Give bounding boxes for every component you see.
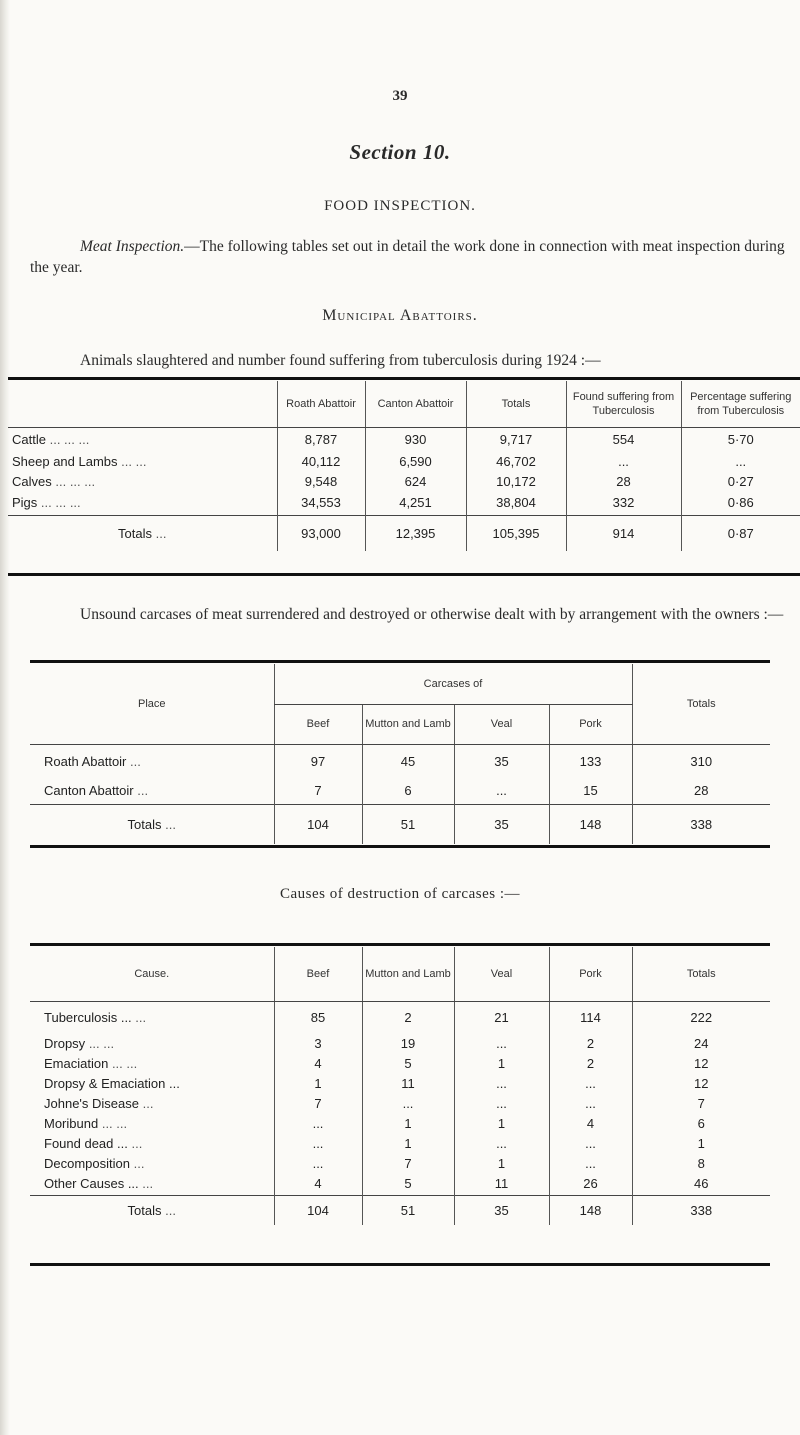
table2-group-header: Carcases of	[274, 664, 632, 704]
cell: 35	[454, 804, 549, 844]
cell: 1	[632, 1133, 770, 1153]
table2-caption: Unsound carcases of meat surrendered and destroyed or otherwise dealt with by arrangement with the owners :—	[80, 606, 784, 623]
table-row	[30, 1073, 770, 1093]
table1-header: Roath Abattoir	[277, 381, 365, 427]
cell: ...	[362, 1093, 454, 1113]
row-label: Other Causes ... ...	[44, 1176, 154, 1192]
table3-header: Cause.	[30, 947, 274, 1001]
cell: 7	[632, 1093, 770, 1113]
table-row	[30, 1053, 770, 1073]
cell: 38,804	[466, 491, 566, 515]
cell: 97	[274, 744, 362, 778]
cell: 93,000	[277, 515, 365, 551]
table-row	[8, 491, 800, 515]
cell: 1	[454, 1153, 549, 1173]
cell: 28	[566, 471, 681, 491]
cell: 2	[362, 1001, 454, 1033]
cell: 46	[632, 1173, 770, 1195]
intro-paragraph	[30, 236, 790, 278]
cell: 45	[362, 744, 454, 778]
table3-top-rule	[30, 943, 770, 946]
table3-header: Beef	[274, 947, 362, 1001]
cell: 0·27	[681, 471, 800, 491]
row-label: Johne's Disease ...	[44, 1095, 154, 1111]
heading: FOOD INSPECTION.	[324, 198, 476, 214]
row-label: Roath Abattoir ...	[44, 753, 141, 769]
cell: 3	[274, 1033, 362, 1053]
intro-text: —The following tables set out in detail the work done in connection with meat inspection during the year.	[30, 238, 785, 276]
table-row	[8, 427, 800, 451]
row-label: Canton Abattoir ...	[44, 783, 149, 799]
table-row	[30, 1113, 770, 1133]
table3-bottom-rule	[30, 1263, 770, 1266]
cell: 1	[362, 1133, 454, 1153]
binding-edge	[0, 0, 10, 1435]
intro-label: Meat Inspection.	[80, 238, 185, 255]
cell: 930	[365, 427, 466, 451]
cell: ...	[454, 1073, 549, 1093]
table1-header-row	[8, 381, 800, 427]
cell: 6	[632, 1113, 770, 1133]
cell: 11	[454, 1173, 549, 1195]
cell: 51	[362, 1195, 454, 1225]
table-row	[30, 1153, 770, 1173]
row-label: Emaciation ... ...	[44, 1055, 138, 1071]
row-label: Tuberculosis ... ...	[44, 1009, 147, 1025]
cell: 11	[362, 1073, 454, 1093]
table2-header: Beef	[274, 704, 362, 744]
cell: 40,112	[277, 451, 365, 471]
cell: 4	[549, 1113, 632, 1133]
table1-bottom-rule	[8, 573, 800, 576]
cell: 338	[632, 804, 770, 844]
table-row	[30, 778, 770, 804]
totals-row	[30, 1195, 770, 1225]
cell: ...	[681, 451, 800, 471]
cell: 10,172	[466, 471, 566, 491]
row-label: Totals ...	[30, 1195, 274, 1225]
cell: 46,702	[466, 451, 566, 471]
cell: 12,395	[365, 515, 466, 551]
table2-top-rule	[30, 660, 770, 663]
cell: 35	[454, 744, 549, 778]
table2-header-row	[30, 664, 770, 704]
cell: ...	[454, 1033, 549, 1053]
table1-header: Canton Abattoir	[365, 381, 466, 427]
table-row	[8, 471, 800, 491]
cell: ...	[549, 1153, 632, 1173]
cell: 148	[549, 1195, 632, 1225]
table-row	[30, 1133, 770, 1153]
cell: 1	[274, 1073, 362, 1093]
cell: 222	[632, 1001, 770, 1033]
cell: 4	[274, 1173, 362, 1195]
cell: ...	[454, 1133, 549, 1153]
cell: 105,395	[466, 515, 566, 551]
cell: 34,553	[277, 491, 365, 515]
totals-row	[8, 515, 800, 551]
row-label: Decomposition ...	[44, 1155, 145, 1171]
cell: 5	[362, 1053, 454, 1073]
cell: 12	[632, 1053, 770, 1073]
cell: 51	[362, 804, 454, 844]
table2-totals-header: Totals	[632, 664, 770, 744]
table-row	[30, 1001, 770, 1033]
row-label: Totals ...	[8, 515, 277, 551]
page-number: 39	[392, 88, 408, 104]
cell: 1	[362, 1113, 454, 1133]
cell: ...	[549, 1073, 632, 1093]
table1-caption: Animals slaughtered and number found suffering from tuberculosis during 1924 :—	[80, 352, 601, 369]
cell: 1	[454, 1113, 549, 1133]
table2-bottom-rule	[30, 845, 770, 848]
table2-header: Pork	[549, 704, 632, 744]
table2-header: Veal	[454, 704, 549, 744]
table-row	[30, 1173, 770, 1195]
cell: ...	[454, 778, 549, 804]
row-label: Moribund ... ...	[44, 1115, 128, 1131]
table3-header: Totals	[632, 947, 770, 1001]
cell: 7	[362, 1153, 454, 1173]
row-label: Cattle ... ... ...	[12, 431, 90, 447]
table3-header: Mutton and Lamb	[362, 947, 454, 1001]
table1-top-rule	[8, 377, 800, 380]
cell: 338	[632, 1195, 770, 1225]
cell: ...	[274, 1153, 362, 1173]
row-label: Sheep and Lambs ... ...	[12, 453, 147, 469]
cell: 4	[274, 1053, 362, 1073]
cell: 310	[632, 744, 770, 778]
cell: 4,251	[365, 491, 466, 515]
subheading: Municipal Abattoirs.	[322, 307, 478, 324]
table2-header: Mutton and Lamb	[362, 704, 454, 744]
table1-header: Found suffering from Tuberculosis	[566, 381, 681, 427]
cell: 9,548	[277, 471, 365, 491]
cell: 104	[274, 804, 362, 844]
table1	[8, 381, 800, 551]
table3-caption: Causes of destruction of carcases :—	[279, 886, 520, 902]
cell: ...	[566, 451, 681, 471]
cell: 9,717	[466, 427, 566, 451]
row-label: Calves ... ... ...	[12, 473, 96, 489]
table-row	[8, 451, 800, 471]
row-label: Totals ...	[30, 804, 274, 844]
table3-header-row	[30, 947, 770, 1001]
cell: 104	[274, 1195, 362, 1225]
cell: 5·70	[681, 427, 800, 451]
cell: 2	[549, 1033, 632, 1053]
cell: 2	[549, 1053, 632, 1073]
cell: 7	[274, 1093, 362, 1113]
table1-header-blank	[8, 381, 277, 427]
cell: 624	[365, 471, 466, 491]
table3	[30, 947, 770, 1225]
cell: 15	[549, 778, 632, 804]
cell: 0·87	[681, 515, 800, 551]
cell: ...	[549, 1133, 632, 1153]
table-row	[30, 1093, 770, 1113]
cell: 28	[632, 778, 770, 804]
totals-row	[30, 804, 770, 844]
cell: 914	[566, 515, 681, 551]
cell: 133	[549, 744, 632, 778]
cell: 332	[566, 491, 681, 515]
cell: ...	[274, 1133, 362, 1153]
cell: 12	[632, 1073, 770, 1093]
cell: 6,590	[365, 451, 466, 471]
cell: 0·86	[681, 491, 800, 515]
row-label: Found dead ... ...	[44, 1135, 143, 1151]
row-label: Pigs ... ... ...	[12, 495, 81, 511]
cell: 6	[362, 778, 454, 804]
cell: 8,787	[277, 427, 365, 451]
table-row	[30, 744, 770, 778]
cell: 8	[632, 1153, 770, 1173]
cell: 26	[549, 1173, 632, 1195]
cell: 114	[549, 1001, 632, 1033]
cell: 554	[566, 427, 681, 451]
row-label: Dropsy ... ...	[44, 1035, 115, 1051]
row-label: Dropsy & Emaciation ...	[44, 1075, 180, 1091]
table-row	[30, 1033, 770, 1053]
section-title: Section 10.	[349, 140, 451, 164]
cell: 1	[454, 1053, 549, 1073]
cell: 7	[274, 778, 362, 804]
cell: 21	[454, 1001, 549, 1033]
cell: ...	[454, 1093, 549, 1113]
cell: ...	[549, 1093, 632, 1113]
table1-header: Percentage suffering from Tuberculosis	[681, 381, 800, 427]
cell: 24	[632, 1033, 770, 1053]
cell: 5	[362, 1173, 454, 1195]
cell: 35	[454, 1195, 549, 1225]
cell: 148	[549, 804, 632, 844]
cell: 19	[362, 1033, 454, 1053]
cell: ...	[274, 1113, 362, 1133]
table3-header: Veal	[454, 947, 549, 1001]
table3-header: Pork	[549, 947, 632, 1001]
cell: 85	[274, 1001, 362, 1033]
table2-place-header: Place	[30, 664, 274, 744]
table1-header: Totals	[466, 381, 566, 427]
table2	[30, 664, 770, 844]
